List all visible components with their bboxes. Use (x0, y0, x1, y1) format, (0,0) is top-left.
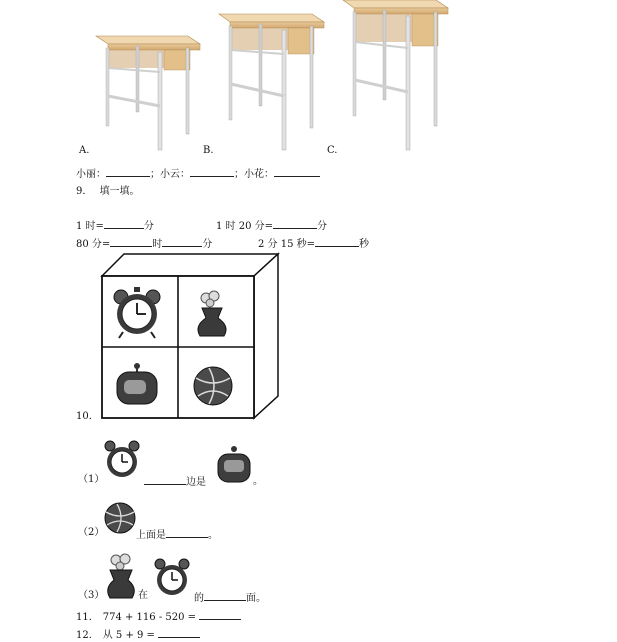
q10-sub2-line (136, 527, 218, 542)
q10-sub3-vase-icon (104, 554, 138, 600)
sep1: ； (150, 169, 160, 180)
desk-label-b: B. (203, 145, 214, 156)
q10-number: 10． (76, 411, 99, 422)
q11-line (76, 609, 241, 624)
q10-sub3-in: 在 (138, 590, 148, 601)
xiaoli-label: 小丽： (76, 169, 106, 180)
q10-sub3-number: （3） (78, 590, 105, 601)
q12-blank[interactable] (158, 627, 200, 638)
q9-item-4-unit: 秒 (359, 239, 370, 250)
q10-sub2-blank[interactable] (166, 527, 208, 538)
q9-item-3-unit-minute: 分 (202, 239, 213, 250)
xiaoyun-label: 小云： (160, 169, 190, 180)
q9-item-3-unit-hour: 时 (152, 239, 163, 250)
q10-sub3-clock-icon (154, 558, 194, 600)
q10-sub1-line (144, 474, 206, 489)
q10-sub1-end: 。 (253, 476, 263, 487)
q9-item-4-text: 2 分 15 秒= (258, 239, 316, 250)
desk-label-c: C. (327, 145, 338, 156)
q9-item-1-unit: 分 (143, 221, 154, 232)
q10-sub1-blank[interactable] (144, 474, 186, 485)
cabinet-ball-icon (194, 367, 232, 405)
q10-sub2-text: 上面是 (136, 530, 166, 541)
q10-sub1-radio-icon (216, 446, 252, 486)
sep2: ； (234, 169, 244, 180)
q10-sub1-text: 边是 (186, 477, 206, 488)
q12-text: 从 5 + 9 = (102, 630, 155, 641)
q9-item-3-text: 80 分= (76, 239, 111, 250)
q10-sub3-blank[interactable] (204, 590, 246, 601)
q11-number: 11． (76, 612, 99, 623)
q9-title: 填一填。 (99, 186, 140, 197)
q10-sub1-clock-icon (104, 440, 144, 480)
q10-sub3-end: 面。 (246, 593, 266, 604)
q11-expr: 774 + 116 - 520 = (102, 612, 197, 623)
q10-sub2-end: 。 (208, 530, 218, 541)
q9-number: 9． (76, 186, 93, 197)
q10-sub3-line (194, 590, 266, 605)
xiaohua-label: 小花： (244, 169, 274, 180)
q9-item-1-text: 1 时= (76, 221, 104, 232)
q9-item-2-text: 1 时 20 分= (216, 221, 274, 232)
q10-sub2-ball-icon (104, 502, 138, 536)
q11-blank[interactable] (199, 609, 241, 620)
desk-label-a: A. (79, 145, 90, 156)
q9-item-2-unit: 分 (317, 221, 328, 232)
q10-sub3-of: 的 (194, 593, 204, 604)
q10-sub2-number: （2） (78, 527, 105, 538)
q12-number: 12． (76, 630, 99, 641)
q10-sub1-number: （1） (78, 474, 105, 485)
